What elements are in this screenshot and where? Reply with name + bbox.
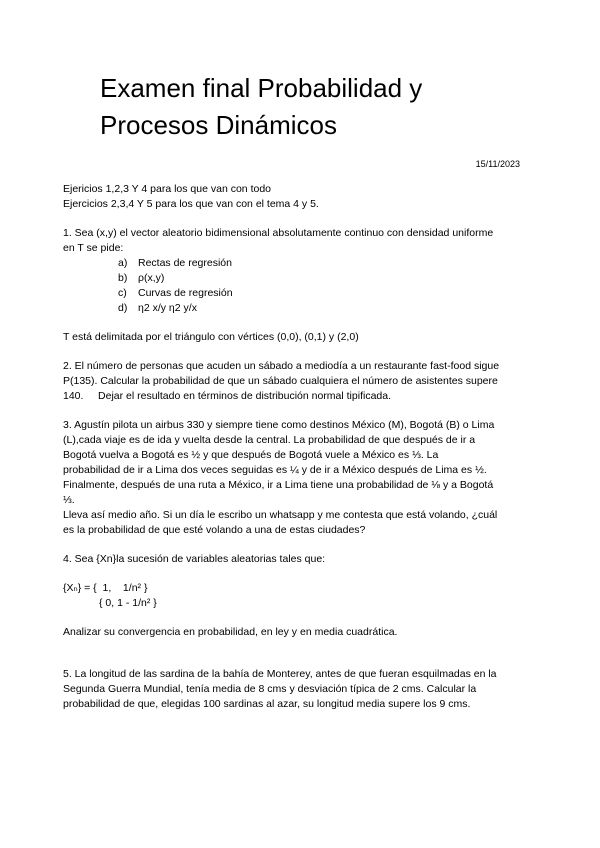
q3-line: es la probabilidad de que esté volando a una de estas ciudades? (63, 524, 366, 536)
q3-line: probabilidad de ir a Lima dos veces seguidas es ¼ y de ir a México después de Lima es ½. (63, 464, 487, 476)
q4-matrix-line-1: {Xₙ} = { 1, 1/n² } (63, 582, 148, 594)
q3-line: (L),cada viaje es de ida y vuelta desde la central. La probabilidad de que después de ir a (63, 434, 476, 446)
title-line-1: Examen final Probabilidad y (100, 73, 423, 103)
intro-line: Ejericios 1,2,3 Y 4 para los que van con todo (63, 183, 272, 195)
q4-question: Analizar su convergencia en probabilidad, en ley y en media cuadrática. (63, 626, 398, 638)
exam-body (63, 182, 533, 712)
q1-text: en T se pide: (63, 242, 124, 254)
q1-option: d) η2 x/y η2 y/x (118, 302, 197, 314)
q3-line: 3. Agustín pilota un airbus 330 y siempre tiene como destinos México (M), Bogotá (B) o Lima (63, 419, 495, 431)
q5-line: probabilidad de que, elegidas 100 sardinas al azar, su longitud media supere los 9 cms. (63, 698, 471, 710)
exam-title (100, 70, 540, 144)
q5-line: 5. La longitud de las sardina de la bahía de Monterey, antes de que fueran esquilmadas en la (63, 668, 497, 680)
title-line-2: Procesos Dinámicos (100, 110, 337, 140)
q1-option: b) ρ(x,y) (118, 272, 165, 284)
intro-line: Ejercicios 2,3,4 Y 5 para los que van con el tema 4 y 5. (63, 198, 319, 210)
q1-options (63, 256, 533, 316)
q3-line: Bogotá vuelva a Bogotá es ½ y que después de Bogotá vuele a México es ⅓. La (63, 449, 439, 461)
exam-date: 15/11/2023 (475, 159, 520, 169)
q1-note: T está delimitada por el triángulo con vértices (0,0), (0,1) y (2,0) (63, 331, 359, 343)
q3-line: ⅓. (63, 494, 75, 506)
q3-line: Lleva así medio año. Si un día le escribo un whatsapp y me contesta que está volando, ¿cuál (63, 509, 498, 521)
q1-option: a) Rectas de regresión (118, 257, 232, 269)
q2-line: P(135). Calcular la probabilidad de que un sábado cualquiera el número de asistentes supere (63, 375, 498, 387)
q2-line: 140. Dejar el resultado en términos de distribución normal tipificada. (63, 390, 392, 402)
q1-option: c) Curvas de regresión (118, 287, 233, 299)
q2-line: 2. El número de personas que acuden un sábado a mediodía a un restaurante fast-food sigue (63, 360, 500, 372)
q5-line: Segunda Guerra Mundial, tenía media de 8 cms y desviación típica de 2 cms. Calcular la (63, 683, 477, 695)
q3-line: Finalmente, después de una ruta a México, ir a Lima tiene una probabilidad de ⅛ y a Bogotá (63, 479, 494, 491)
q1-text: 1. Sea (x,y) el vector aleatorio bidimensional absolutamente continuo con densidad uniforme (63, 227, 494, 239)
q4-text: 4. Sea {Xn}la sucesión de variables aleatorias tales que: (63, 553, 326, 565)
q4-matrix-line-2: { 0, 1 - 1/n² } (99, 597, 157, 609)
